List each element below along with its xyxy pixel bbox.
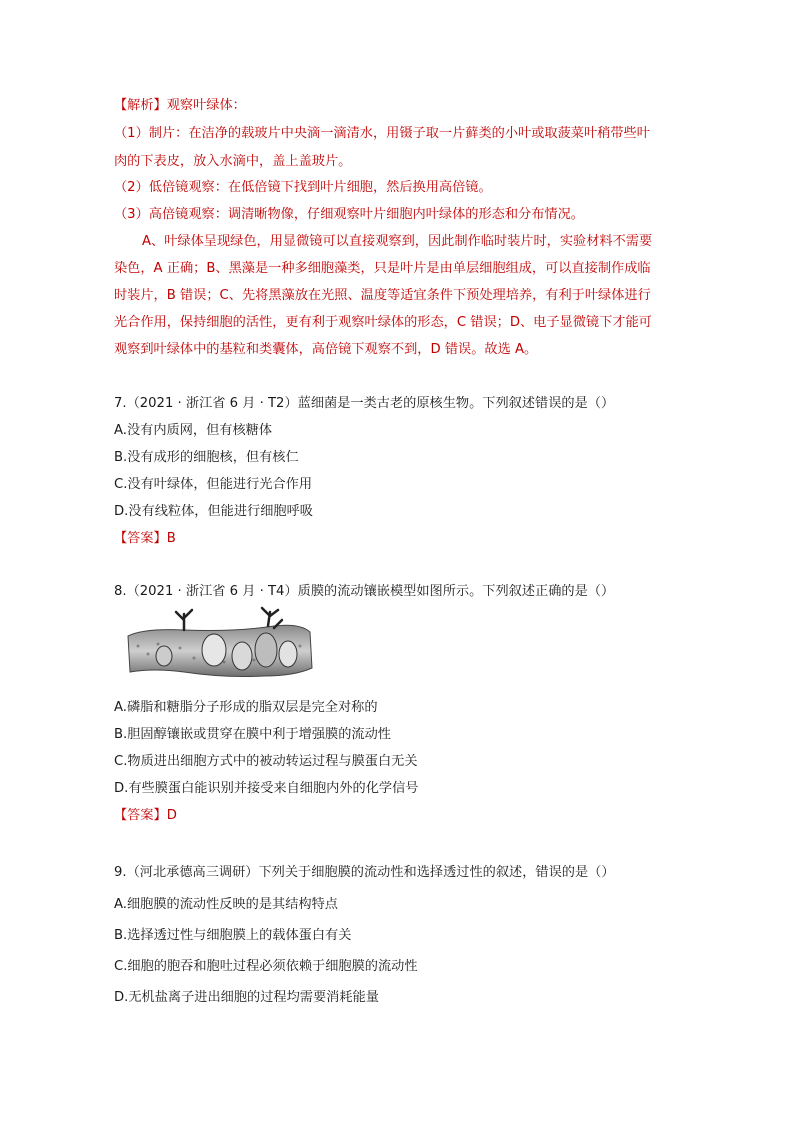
analysis-line: 肉的下表皮，放入水滴中，盖上盖玻片。 [114, 154, 352, 169]
q8-option-b: B.胆固醇镶嵌或贯穿在膜中利于增强膜的流动性 [114, 727, 391, 742]
q9-option-c: C.细胞的胞吞和胞吐过程必须依赖于细胞膜的流动性 [114, 959, 418, 974]
q7-answer [114, 529, 176, 549]
q8-option-c: C.物质进出细胞方式中的被动转运过程与膜蛋白无关 [114, 754, 418, 769]
answer-tag: 【答案】 [114, 808, 167, 823]
analysis-line: A、叶绿体呈现绿色，用显微镜可以直接观察到，因此制作临时装片时，实验材料不需要 [142, 234, 653, 249]
analysis-line: 染色，A 正确；B、黑藻是一种多细胞藻类，只是叶片是由单层细胞组成，可以直接制作成临 [114, 261, 651, 276]
q7-option-d: D.没有线粒体，但能进行细胞呼吸 [114, 504, 313, 519]
answer-value: B [166, 531, 176, 546]
analysis-line: 观察到叶绿体中的基粒和类囊体，高倍镜下观察不到，D 错误。故选 A。 [114, 342, 538, 357]
analysis-line: （2）低倍镜观察：在低倍镜下找到叶片细胞，然后换用高倍镜。 [114, 180, 492, 195]
q8-option-d: D.有些膜蛋白能识别并接受来自细胞内外的化学信号 [114, 781, 419, 796]
analysis-line: （1）制片：在洁净的载玻片中央滴一滴清水，用镊子取一片藓类的小叶或取菠菜叶稍带些叶 [114, 126, 650, 141]
q9-option-d: D.无机盐离子进出细胞的过程均需要消耗能量 [114, 990, 379, 1005]
q8-option-a: A.磷脂和糖脂分子形成的脂双层是完全对称的 [114, 700, 378, 715]
q8-answer [114, 806, 177, 826]
q7-option-a: A.没有内质网，但有核糖体 [114, 423, 273, 438]
q9-option-a: A.细胞膜的流动性反映的是其结构特点 [114, 897, 338, 912]
q8-stem: 8.（2021 · 浙江省 6 月 · T4）质膜的流动镶嵌模型如图所示。下列叙述正确的是（） [114, 584, 615, 599]
q7-option-c: C.没有叶绿体，但能进行光合作用 [114, 477, 313, 492]
analysis-line: 时装片，B 错误；C、先将黑藻放在光照、温度等适宜条件下预处理培养，有利于叶绿体进行 [114, 288, 651, 303]
q9-option-b: B.选择透过性与细胞膜上的载体蛋白有关 [114, 928, 352, 943]
membrane-model-figure [124, 606, 314, 696]
answer-value: D [166, 808, 177, 823]
q9-stem: 9.（河北承德高三调研）下列关于细胞膜的流动性和选择透过性的叙述，错误的是（） [114, 865, 615, 880]
q7-option-b: B.没有成形的细胞核，但有核仁 [114, 450, 299, 465]
answer-tag: 【答案】 [114, 531, 167, 546]
analysis-line: （3）高倍镜观察：调清晰物像，仔细观察叶片细胞内叶绿体的形态和分布情况。 [114, 207, 584, 222]
analysis-line: 光合作用，保持细胞的活性，更有利于观察叶绿体的形态，C 错误；D、电子显微镜下才能可 [114, 315, 652, 330]
analysis-header: 【解析】观察叶绿体： [114, 98, 246, 113]
q7-stem: 7.（2021 · 浙江省 6 月 · T2）蓝细菌是一类古老的原核生物。下列叙述错误的是（） [114, 396, 615, 411]
